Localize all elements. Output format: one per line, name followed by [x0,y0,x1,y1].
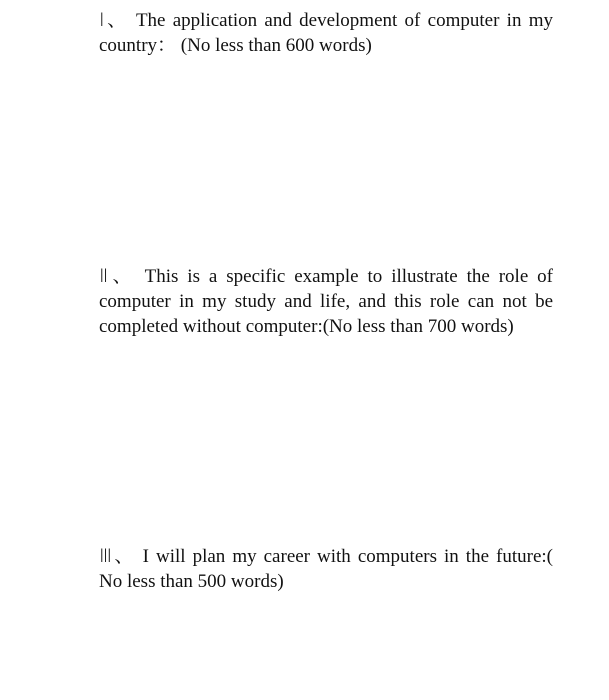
question-1 [99,8,553,58]
question-2 [99,264,553,339]
question-2-text: This is a specific example to illustrate the role of computer in my study and life, and this role can not be completed without computer:(No less than 700 words) [99,266,553,337]
question-3-text: I will plan my career with computers in the future:( No less than 500 words) [99,546,553,592]
question-3 [99,544,553,594]
question-1-numeral: Ⅰ、 [99,9,129,31]
question-3-numeral: Ⅲ、 [99,545,136,567]
question-2-numeral: Ⅱ、 [99,265,136,287]
question-1-text: The application and development of computer in my country： (No less than 600 words) [99,10,553,56]
